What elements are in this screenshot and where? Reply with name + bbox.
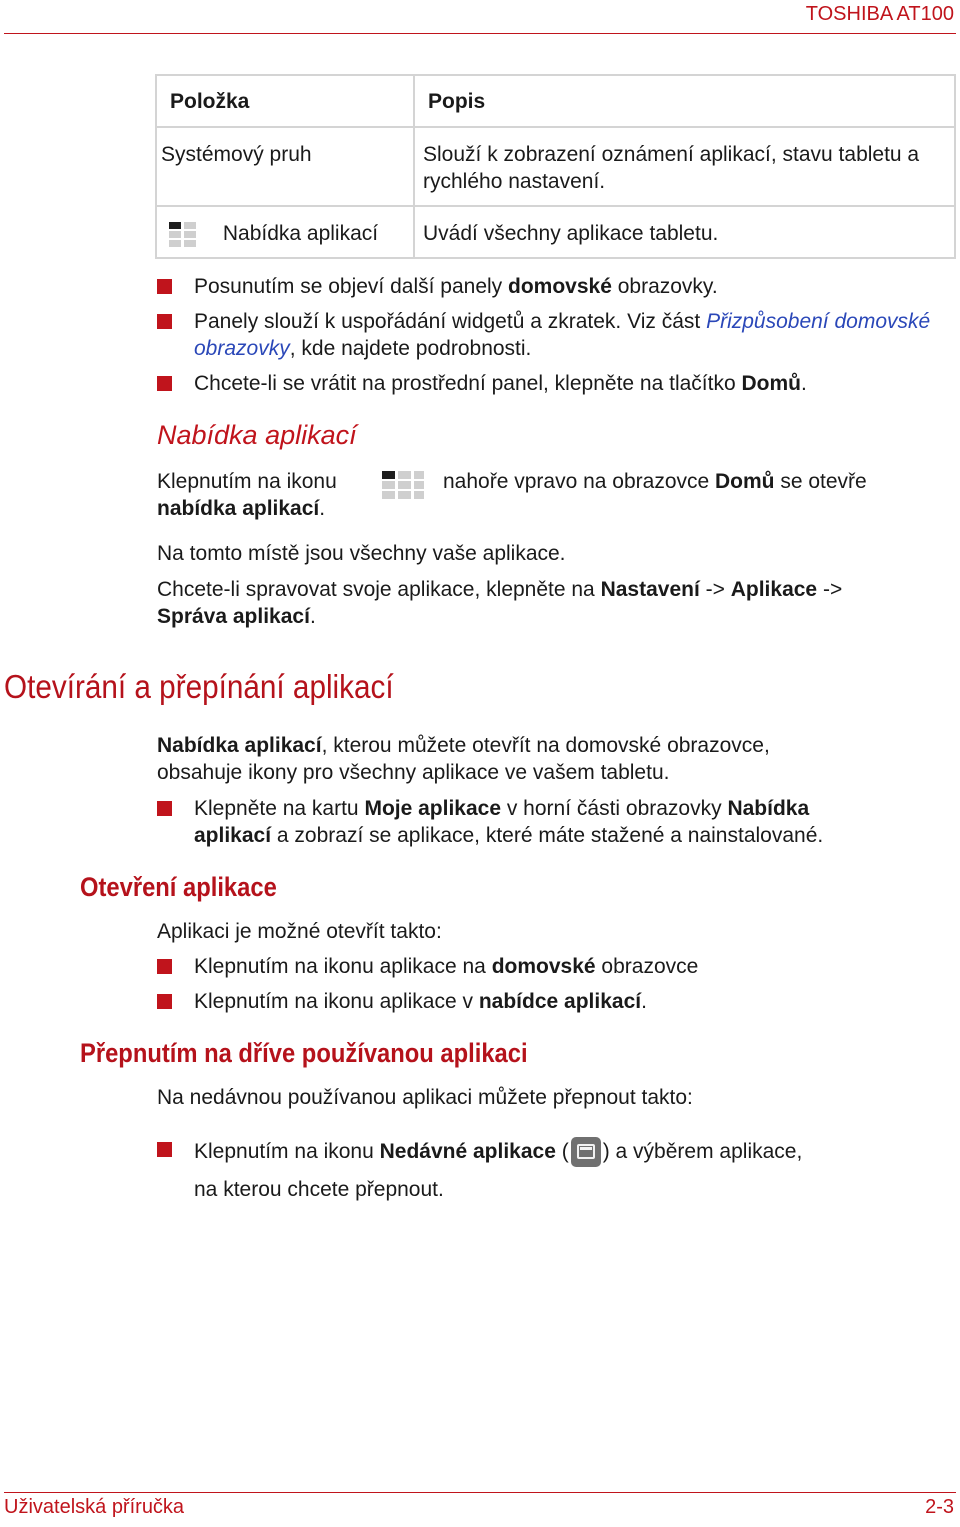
section-p1: Nabídka aplikací, kterou můžete otevřít na domovské obrazovce, obsahuje ikony pro všechny aplikace ve vašem tabletu. <box>157 734 770 784</box>
open-app-intro: Aplikaci je možné otevřít takto: <box>157 920 442 943</box>
table-row <box>156 127 955 206</box>
list-item: Posunutím se objeví další panely domovské obrazovky. <box>157 273 947 300</box>
bullet-marker <box>157 994 172 1009</box>
list-item: Klepnutím na ikonu aplikace na domovské obrazovce <box>157 953 947 980</box>
heading-open-app: Otevření aplikace <box>80 872 277 902</box>
list-item: Chcete-li se vrátit na prostřední panel, klepněte na tlačítko Domů. <box>157 370 947 397</box>
heading-switch-app: Přepnutím na dříve používanou aplikaci <box>80 1038 528 1068</box>
page-number: 2-3 <box>925 1496 954 1518</box>
app-menu-p3: Chcete-li spravovat svoje aplikace, klepněte na Nastavení -> Aplikace -> Správa aplikací. <box>157 578 843 628</box>
table-header-row <box>156 75 955 127</box>
app-grid-icon <box>161 221 203 247</box>
table-header-item: Položka <box>156 75 414 127</box>
footer-title: Uživatelská příručka <box>4 1496 185 1518</box>
link-customize-home[interactable]: Přizpůsobení domovské obrazovky <box>194 310 931 360</box>
app-menu-p1-line2: nabídka aplikací. <box>157 497 326 520</box>
list-item: Klepněte na kartu Moje aplikace v horní části obrazovky Nabídka aplikací a zobrazí se aplikace, které máte stažené a nainstalované. <box>157 795 947 849</box>
bullet-marker <box>157 279 172 294</box>
table-cell-desc: Uvádí všechny aplikace tabletu. <box>414 206 955 258</box>
app-menu-p2: Na tomto místě jsou všechny vaše aplikace. <box>157 542 566 565</box>
app-menu-p1-line1: Klepnutím na ikonu <box>157 470 337 493</box>
recent-apps-icon <box>571 1137 601 1167</box>
section-heading: Otevírání a přepínání aplikací <box>4 668 394 705</box>
heading-app-menu: Nabídka aplikací <box>157 420 357 450</box>
list-item: Klepnutím na ikonu Nedávné aplikace ( ) a výběrem aplikace, na kterou chcete přepnout. <box>157 1133 947 1209</box>
table-header-desc: Popis <box>414 75 955 127</box>
table-row <box>156 206 955 258</box>
footer-rule <box>4 1492 956 1493</box>
app-grid-icon <box>380 470 426 500</box>
bullet-marker <box>157 314 172 329</box>
bullet-marker <box>157 1142 172 1157</box>
bullet-marker <box>157 959 172 974</box>
header-rule <box>4 33 956 34</box>
header-title: TOSHIBA AT100 <box>805 3 954 25</box>
table-cell-item <box>156 206 414 258</box>
table-cell-item: Systémový pruh <box>156 127 414 206</box>
app-menu-p1-right: nahoře vpravo na obrazovce Domů se otevře <box>443 470 867 493</box>
switch-app-intro: Na nedávnou používanou aplikaci můžete přepnout takto: <box>157 1086 693 1109</box>
table-cell-desc: Slouží k zobrazení oznámení aplikací, stavu tabletu a rychlého nastavení. <box>414 127 955 206</box>
list-item: Panely slouží k uspořádání widgetů a zkratek. Viz část Přizpůsobení domovské obrazovky, kde najdete podrobnosti. <box>157 308 947 362</box>
table-cell-item-label: Nabídka aplikací <box>222 222 379 245</box>
bullet-marker <box>157 801 172 816</box>
items-table <box>155 74 956 259</box>
list-item: Klepnutím na ikonu aplikace v nabídce aplikací. <box>157 988 947 1015</box>
bullet-marker <box>157 376 172 391</box>
